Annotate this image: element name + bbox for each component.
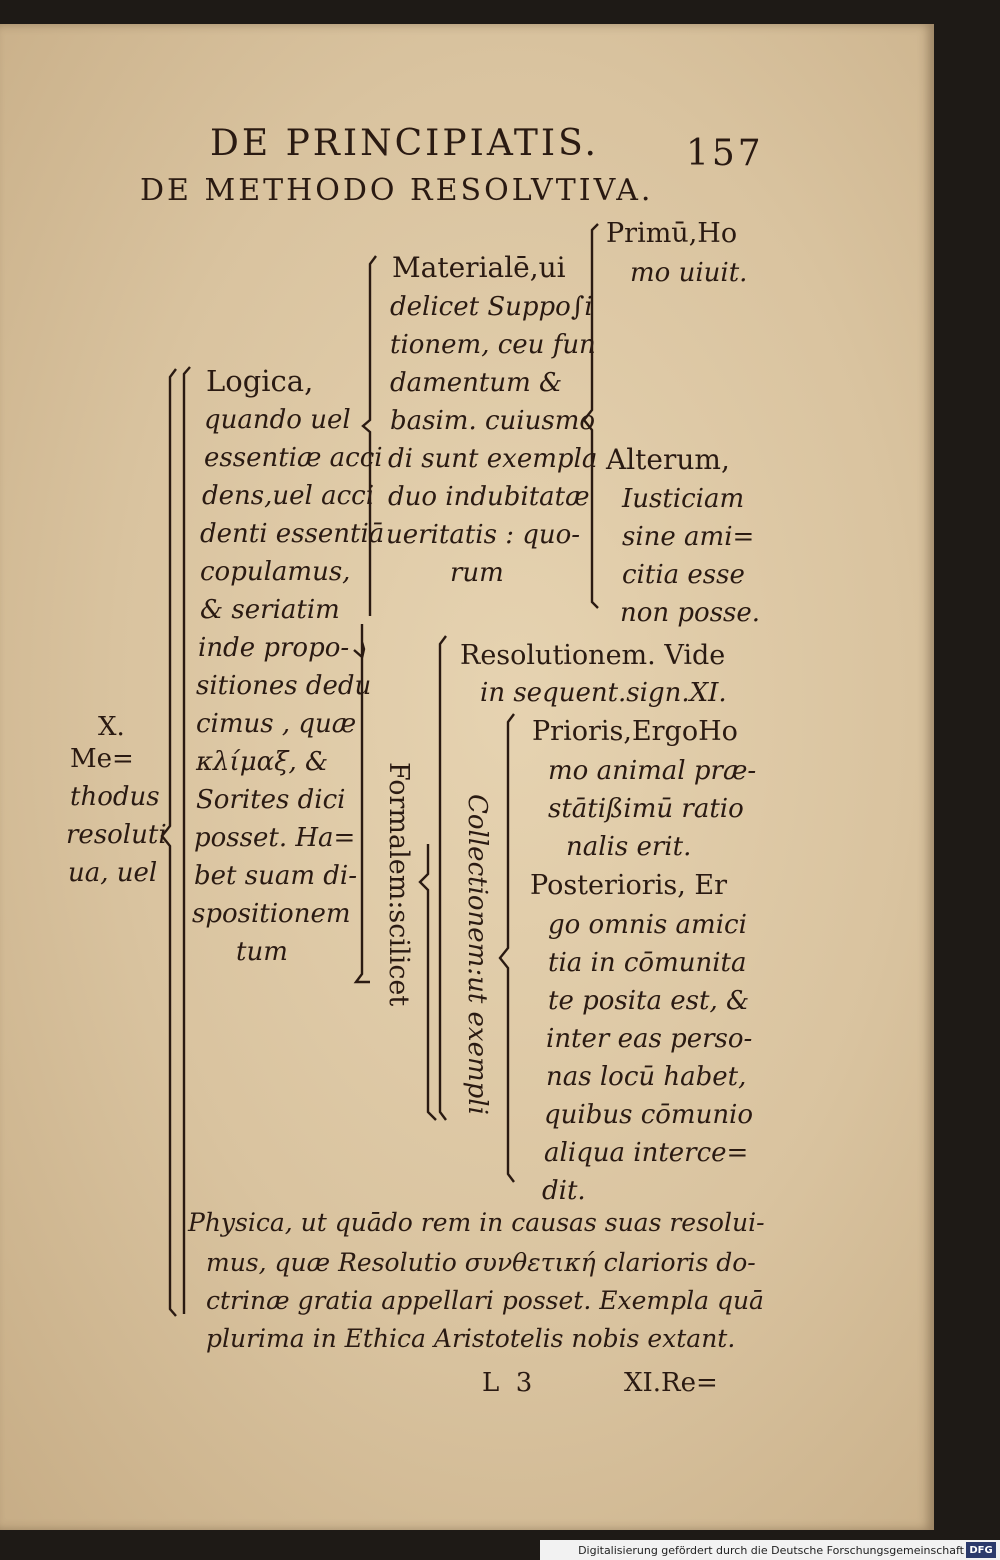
physica-line-1: Physica, ut quādo rem in causas suas resolui- bbox=[188, 1208, 765, 1237]
prioris-line-3: stātißimū ratio bbox=[548, 794, 744, 824]
logica-line-11: κλίμαξ, & bbox=[196, 747, 329, 777]
left-line-3: thodus bbox=[70, 782, 160, 812]
digitization-footer bbox=[540, 1540, 1000, 1560]
section-title: DE METHODO RESOLVTIVA. bbox=[140, 173, 654, 208]
book-page bbox=[0, 24, 934, 1530]
logica-line-4: dens,uel acci bbox=[202, 481, 375, 511]
left-line-4: resoluti bbox=[66, 820, 167, 850]
logica-line-8: inde propo- bbox=[198, 633, 350, 663]
physica-line-4: plurima in Ethica Aristotelis nobis extant. bbox=[206, 1324, 736, 1353]
prioris-line-4: nalis erit. bbox=[566, 832, 692, 862]
logica-line-6: copulamus, bbox=[200, 557, 351, 587]
catchword: XI.Re= bbox=[624, 1368, 718, 1398]
prioris-line-2: mo animal præ- bbox=[548, 756, 757, 786]
logica-line-1: Logica, bbox=[206, 364, 314, 398]
posterioris-line-7: quibus cōmunio bbox=[544, 1100, 754, 1130]
alterum-line-4: citia esse bbox=[622, 560, 745, 590]
prioris-line-1: Prioris,ErgoHo bbox=[532, 716, 738, 747]
logica-line-9: sitiones dedu bbox=[196, 671, 372, 701]
left-line-5: ua, uel bbox=[68, 858, 158, 888]
logica-line-14: bet suam di- bbox=[194, 861, 357, 891]
page-number: 157 bbox=[686, 133, 764, 174]
alterum-line-1: Alterum, bbox=[606, 443, 730, 476]
resolutionem-line-1: Resolutionem. Vide bbox=[460, 640, 726, 671]
logica-line-10: cimus , quæ bbox=[196, 709, 357, 739]
logica-line-15: spositionem bbox=[192, 899, 351, 929]
left-line-2: Me= bbox=[70, 744, 134, 774]
collectionem-vertical-label: Collectionem:ut exempli bbox=[462, 794, 492, 1115]
posterioris-line-5: inter eas perso- bbox=[546, 1024, 753, 1054]
formalem-vertical-label: Formalem:scilicet bbox=[383, 762, 414, 1007]
logica-line-13: posset. Ha= bbox=[194, 823, 356, 853]
signature-mark: L 3 bbox=[482, 1368, 533, 1398]
posterioris-line-1: Posterioris, Er bbox=[530, 870, 727, 901]
alterum-line-3: sine ami= bbox=[622, 522, 755, 552]
primum-line-2: mo uiuit. bbox=[630, 258, 748, 288]
posterioris-line-3: tia in cōmunita bbox=[548, 948, 747, 978]
materiale-line-8: ueritatis : quo- bbox=[386, 520, 581, 550]
materiale-line-1: Materialē,ui bbox=[392, 251, 566, 284]
posterioris-line-8: aliqua interce= bbox=[544, 1138, 749, 1168]
logica-line-3: essentiæ acci bbox=[204, 443, 383, 473]
resolutionem-line-2: in sequent.sign.XI. bbox=[480, 678, 727, 708]
footer-text: Digitalisierung gefördert durch die Deutsche Forschungsgemeinschaft bbox=[578, 1543, 964, 1557]
logica-line-5: denti essentiā bbox=[200, 519, 385, 549]
materiale-line-3: tionem, ceu fun bbox=[390, 330, 596, 360]
posterioris-line-4: te posita est, & bbox=[548, 986, 750, 1016]
materiale-line-4: damentum & bbox=[390, 368, 563, 398]
posterioris-line-2: go omnis amici bbox=[548, 910, 747, 940]
alterum-line-2: Iusticiam bbox=[622, 484, 745, 514]
materiale-line-5: basim. cuiusmo bbox=[390, 406, 596, 436]
physica-line-3: ctrinæ gratia appellari posset. Exempla quā bbox=[206, 1286, 764, 1315]
materiale-line-2: delicet Suppo∫i bbox=[390, 292, 593, 322]
materiale-line-9: rum bbox=[450, 558, 504, 588]
left-line-1: X. bbox=[98, 712, 125, 742]
logica-line-12: Sorites dici bbox=[196, 785, 346, 815]
materiale-line-7: duo indubitatæ bbox=[388, 482, 590, 512]
running-title: DE PRINCIPIATIS. bbox=[210, 123, 599, 164]
logica-line-7: & seriatim bbox=[200, 595, 340, 625]
posterioris-line-6: nas locū habet, bbox=[546, 1062, 747, 1092]
primum-line-1: Primū,Ho bbox=[606, 218, 738, 249]
logica-line-16: tum bbox=[236, 937, 288, 967]
alterum-line-5: non posse. bbox=[620, 598, 761, 628]
dfg-logo: DFG bbox=[966, 1542, 996, 1558]
logica-line-2: quando uel bbox=[204, 405, 351, 435]
posterioris-line-9: dit. bbox=[542, 1176, 586, 1206]
physica-line-2: mus, quæ Resolutio συνθετική clarioris do- bbox=[206, 1248, 756, 1277]
materiale-line-6: di sunt exempla bbox=[388, 444, 598, 474]
